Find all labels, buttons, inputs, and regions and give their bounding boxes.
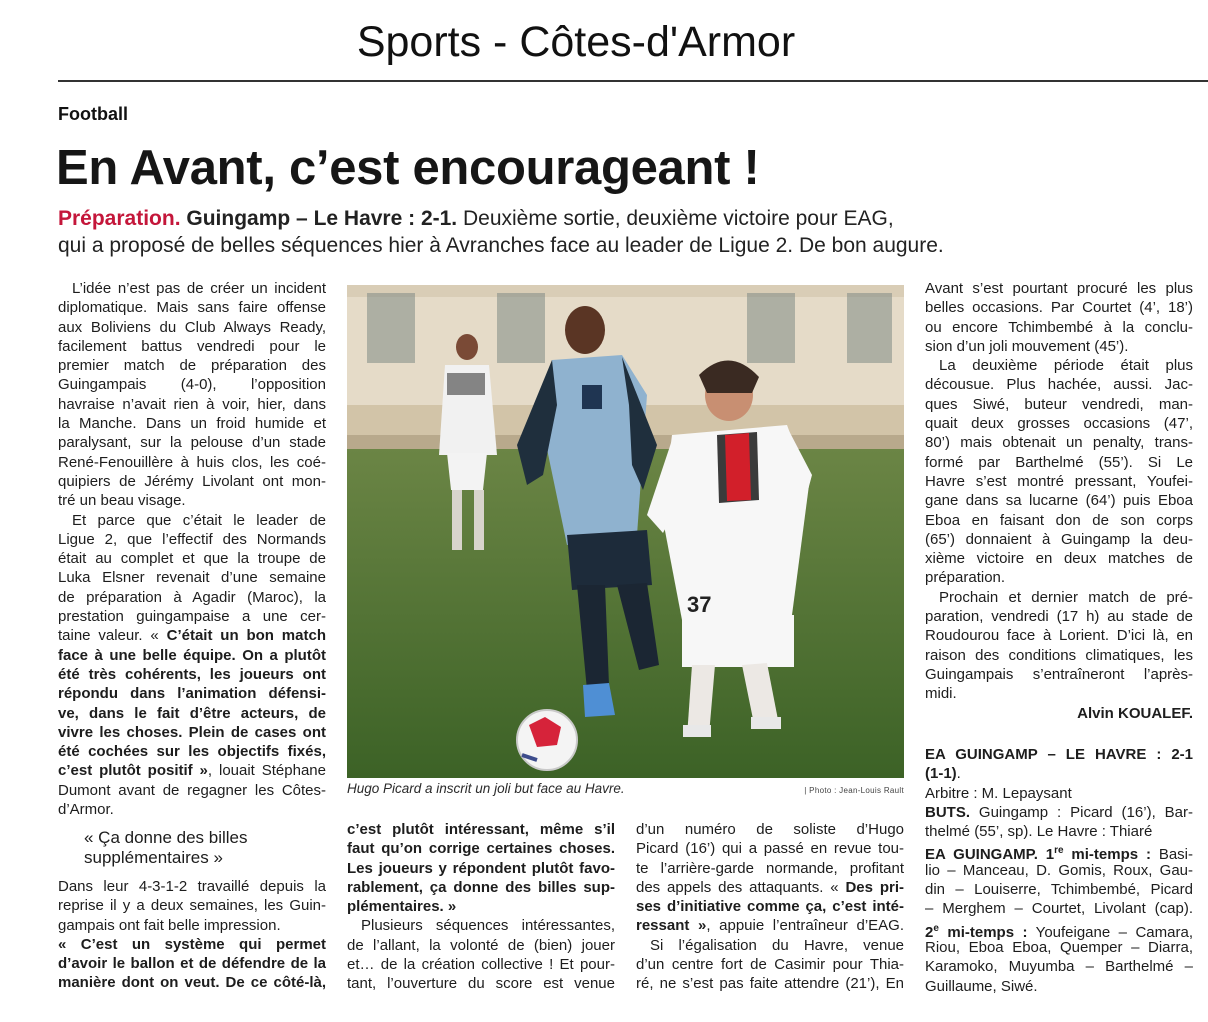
text-run: , louait Stéphane [207,762,326,780]
photo-caption [347,781,904,796]
text-line: Et parce que c’était le leader de [72,511,326,529]
text-line: Luka Elsner revenait d’une semaine [58,569,326,587]
text-line: quipiers de Jérémy Livolant ont mon- [58,472,326,490]
lineup-line: lio – Manceau, D. Gomis, Roux, Gau- [925,861,1193,879]
lineup-line [925,919,1193,941]
quote-line: c’est plutôt intéressant, même s’il [347,821,615,838]
header-rule [58,80,1208,82]
referee-line: Arbitre : M. Lepaysant [925,784,1072,802]
text-line: prestation guingampaise a une cer- [58,608,326,626]
author-signature: Alvin KOUALEF. [1077,704,1193,722]
superscript: re [1054,845,1064,857]
lineup-line: – Merghem – Courtet, Livolant (cap). [925,900,1193,918]
text-line [636,878,904,897]
article-column-1 [58,279,326,819]
text-line [58,761,326,780]
text-run: des appels des attaquants. « [636,878,846,896]
text-line: paralysant, sur la pelouse d’un stade [58,434,326,452]
text-line: ques Siwé, buteur vendredi, man- [925,395,1193,413]
quote-line: répondu dans l’animation défensi- [58,685,326,703]
quote-line: plémentaires. » [347,898,457,916]
text-line: Prochain et dernier match de pré- [939,588,1193,606]
text-line: préparation. [925,569,1006,587]
half-label: mi-temps : [1063,846,1151,864]
text-line: Picard (16’) qui a passé en revue tou- [636,840,904,858]
quote-line: ve, dans le fait d’être acteurs, de [58,704,326,722]
text-line: de préparation à Agadir (Maroc), la [58,588,326,606]
chapo-line-1 [58,205,1208,232]
lineup-line: din – Louiserre, Tchimbembé, Picard [925,881,1193,899]
text-line: Dans leur 4-3-1-2 travaillé depuis la [58,878,326,895]
half-label: mi-temps : [938,923,1028,941]
text-line: d’un numéro de soliste d’Hugo [636,821,904,838]
goals-line [925,803,1193,822]
box-title-score [925,764,1193,783]
intertitle [58,828,326,868]
rubric: Football [58,104,128,124]
text-line: Dumont avant de regagner les Côtes- [58,781,326,799]
text-line: raison des conditions climatiques, les [925,646,1193,664]
quote-line: Les joueurs y répondent plutôt favo- [347,859,615,877]
text-line: Avant s’est pourtant procuré les plus [925,280,1193,297]
quote-run: Des pri- [845,878,904,896]
chapo-line1-rest: Deuxième sortie, deuxième victoire pour EAG, [462,207,894,230]
quote-line: été très cohérents, les joueurs ont [58,665,326,683]
chapo-line-2: qui a proposé de belles séquences hier à Avranches face au leader de Ligue 2. De bon augure. [58,234,944,257]
section-header: Sports - Côtes-d'Armor [356,18,796,66]
text-line: gane dans sa lucarne (64’) puis Eboa [925,492,1193,510]
text-line: L’idée n’est pas de créer un incident [72,280,326,297]
text-line: gampais ont fait belle impression. [58,916,281,934]
text-line: et… de la création collective ! Et pour- [347,956,615,974]
text-line: formé par Barthelmé (55’). Si Le [925,453,1193,471]
text-line: Havre s’est montré pressant, Youfei- [925,472,1193,490]
match-summary-box [925,745,1193,996]
text-line: quait deux grosses occasions (47’, [925,415,1193,433]
article-column-2 [347,820,615,994]
text-line: midi. [925,685,957,703]
article-column-1-continued [58,877,326,993]
text-line: Plusieurs séquences intéressantes, [361,917,615,935]
text-line: tant, l’ouverture du score est venue [347,975,615,993]
text-line: reprise il y a deux semaines, les Guin- [58,897,326,915]
goals-line: thelmé (55’, sp). Le Havre : Thiaré [925,823,1153,841]
text-line: était au complet et que la troupe de [58,550,326,568]
text-line: Roudourou face à Lorient. D’ici là, en [925,627,1193,645]
text-run: taine valeur. « [58,627,167,645]
quote-run: C’était un bon match [166,627,326,645]
text-run: . [956,765,961,783]
text-line: diplomatique. Mais sans faire offense [58,299,326,317]
text-run: Basi- [1150,846,1193,864]
text-line: ou encore Tchimbembé à la conclu- [925,318,1193,336]
text-line [636,916,904,935]
text-line: Eboa en faisant don de son corps [925,511,1193,529]
article-column-4 [925,279,1193,723]
text-line: Guingampais s’entraîneront l’après- [925,665,1193,683]
superscript: e [933,922,939,934]
text-line: René-Fenouillère à huis clos, les coé- [58,453,326,471]
text-line: décousue. Plus hachée, aussi. Jac- [925,376,1193,394]
text-line: (65’) donnaient à Guingamp la deu- [925,530,1193,548]
text-line: la Manche. Dans un froid humide et [58,415,326,433]
intertitle-line: « Ça donne des billes [84,828,248,847]
text-run: Youfeigane – Camara, [1027,923,1193,941]
text-line: tré un beau visage. [58,492,186,510]
text-line: aux Boliviens du Club Always Ready, [58,318,326,336]
text-line: 80’) mais obtenait un penalty, trans- [925,434,1193,452]
match-photo [347,285,904,778]
text-line: xième victoire en deux matches de [925,550,1193,568]
lineup-line: Karamoko, Muyumba – Barthelmé – [925,958,1193,976]
quote-line: « C’est un système qui permet [58,935,326,953]
match-photo-illustration [347,285,904,778]
quote-line: vivre les choses. Plein de cases ont [58,723,326,741]
lineup-line [925,841,1193,864]
text-line: paration, vendredi (17 h) au stade de [925,608,1193,626]
photo-credit: | Photo : Jean-Louis Rault [804,786,904,795]
text-line: Ligue 2, que l’effectif des Normands [58,530,326,548]
quote-line: rablement, ça donne des billes sup- [347,878,615,896]
half-number: 2 [925,923,934,941]
lineup-line: Guillaume, Siwé. [925,977,1038,995]
halftime-score: (1-1) [925,765,957,783]
quote-line: ses d’initiative comme ça, c’est inté- [636,898,904,916]
text-line: d’un centre fort de Casimir pour Thia- [636,956,904,974]
text-line: ré, ne s’est pas faite attendre (21’), En [636,975,904,993]
text-line: de l’allant, la volonté de (bien) jouer [347,936,615,954]
headline: En Avant, c’est encourageant ! [56,141,760,195]
text-run: , appuie l’entraîneur d’EAG. [706,917,905,935]
quote-line: été cochées sur les objectifs fixés, [58,743,326,761]
chapo-match: Guingamp – Le Havre : 2-1. [186,207,458,230]
jersey-number: 37 [687,592,712,617]
quote-line: d’avoir le ballon et de défendre de la [58,955,326,973]
text-line [58,626,326,645]
quote-line: manière dont on veut. De ce côté-là, [58,974,326,992]
text-line: premier match de préparation des [58,357,326,375]
text-line: havraise n’avait rien à voir, hier, dans [58,395,326,413]
text-line: belles occasions. Par Courtet (4’, 18’) [925,299,1193,317]
text-line: d’Armor. [58,801,114,819]
goals-label: BUTS. [925,803,970,821]
quote-line: faut qu’on corrige certaines choses. [347,840,615,858]
text-line: Guingampais (4-0), l’opposition [58,376,326,394]
text-run: Guingamp : Picard (16’), Bar- [970,803,1193,821]
text-line: te l’arrière-garde normande, profitant [636,859,904,877]
article-column-3 [636,820,904,994]
intertitle-line: supplémentaires » [84,848,223,867]
text-line: La deuxième période était plus [939,357,1193,375]
quote-line: face à une belle équipe. On a plutôt [58,646,326,664]
team-label: EA GUINGAMP. 1 [925,846,1055,864]
box-title: EA GUINGAMP – LE HAVRE : 2-1 [925,746,1193,763]
text-line: Si l’égalisation du Havre, venue [650,936,904,954]
photo-caption-text: Hugo Picard a inscrit un joli but face au Havre. [347,781,625,796]
text-line: sion d’un joli mouvement (45’). [925,337,1129,355]
lineup-line: Riou, Eboa Eboa, Quemper – Diarra, [925,938,1193,956]
chapo [58,205,1208,259]
text-line: facilement battus vendredi pour le [58,337,326,355]
chapo-prep: Préparation. [58,207,181,230]
quote-run: c’est plutôt positif » [58,762,208,780]
quote-run: ressant » [636,917,707,935]
